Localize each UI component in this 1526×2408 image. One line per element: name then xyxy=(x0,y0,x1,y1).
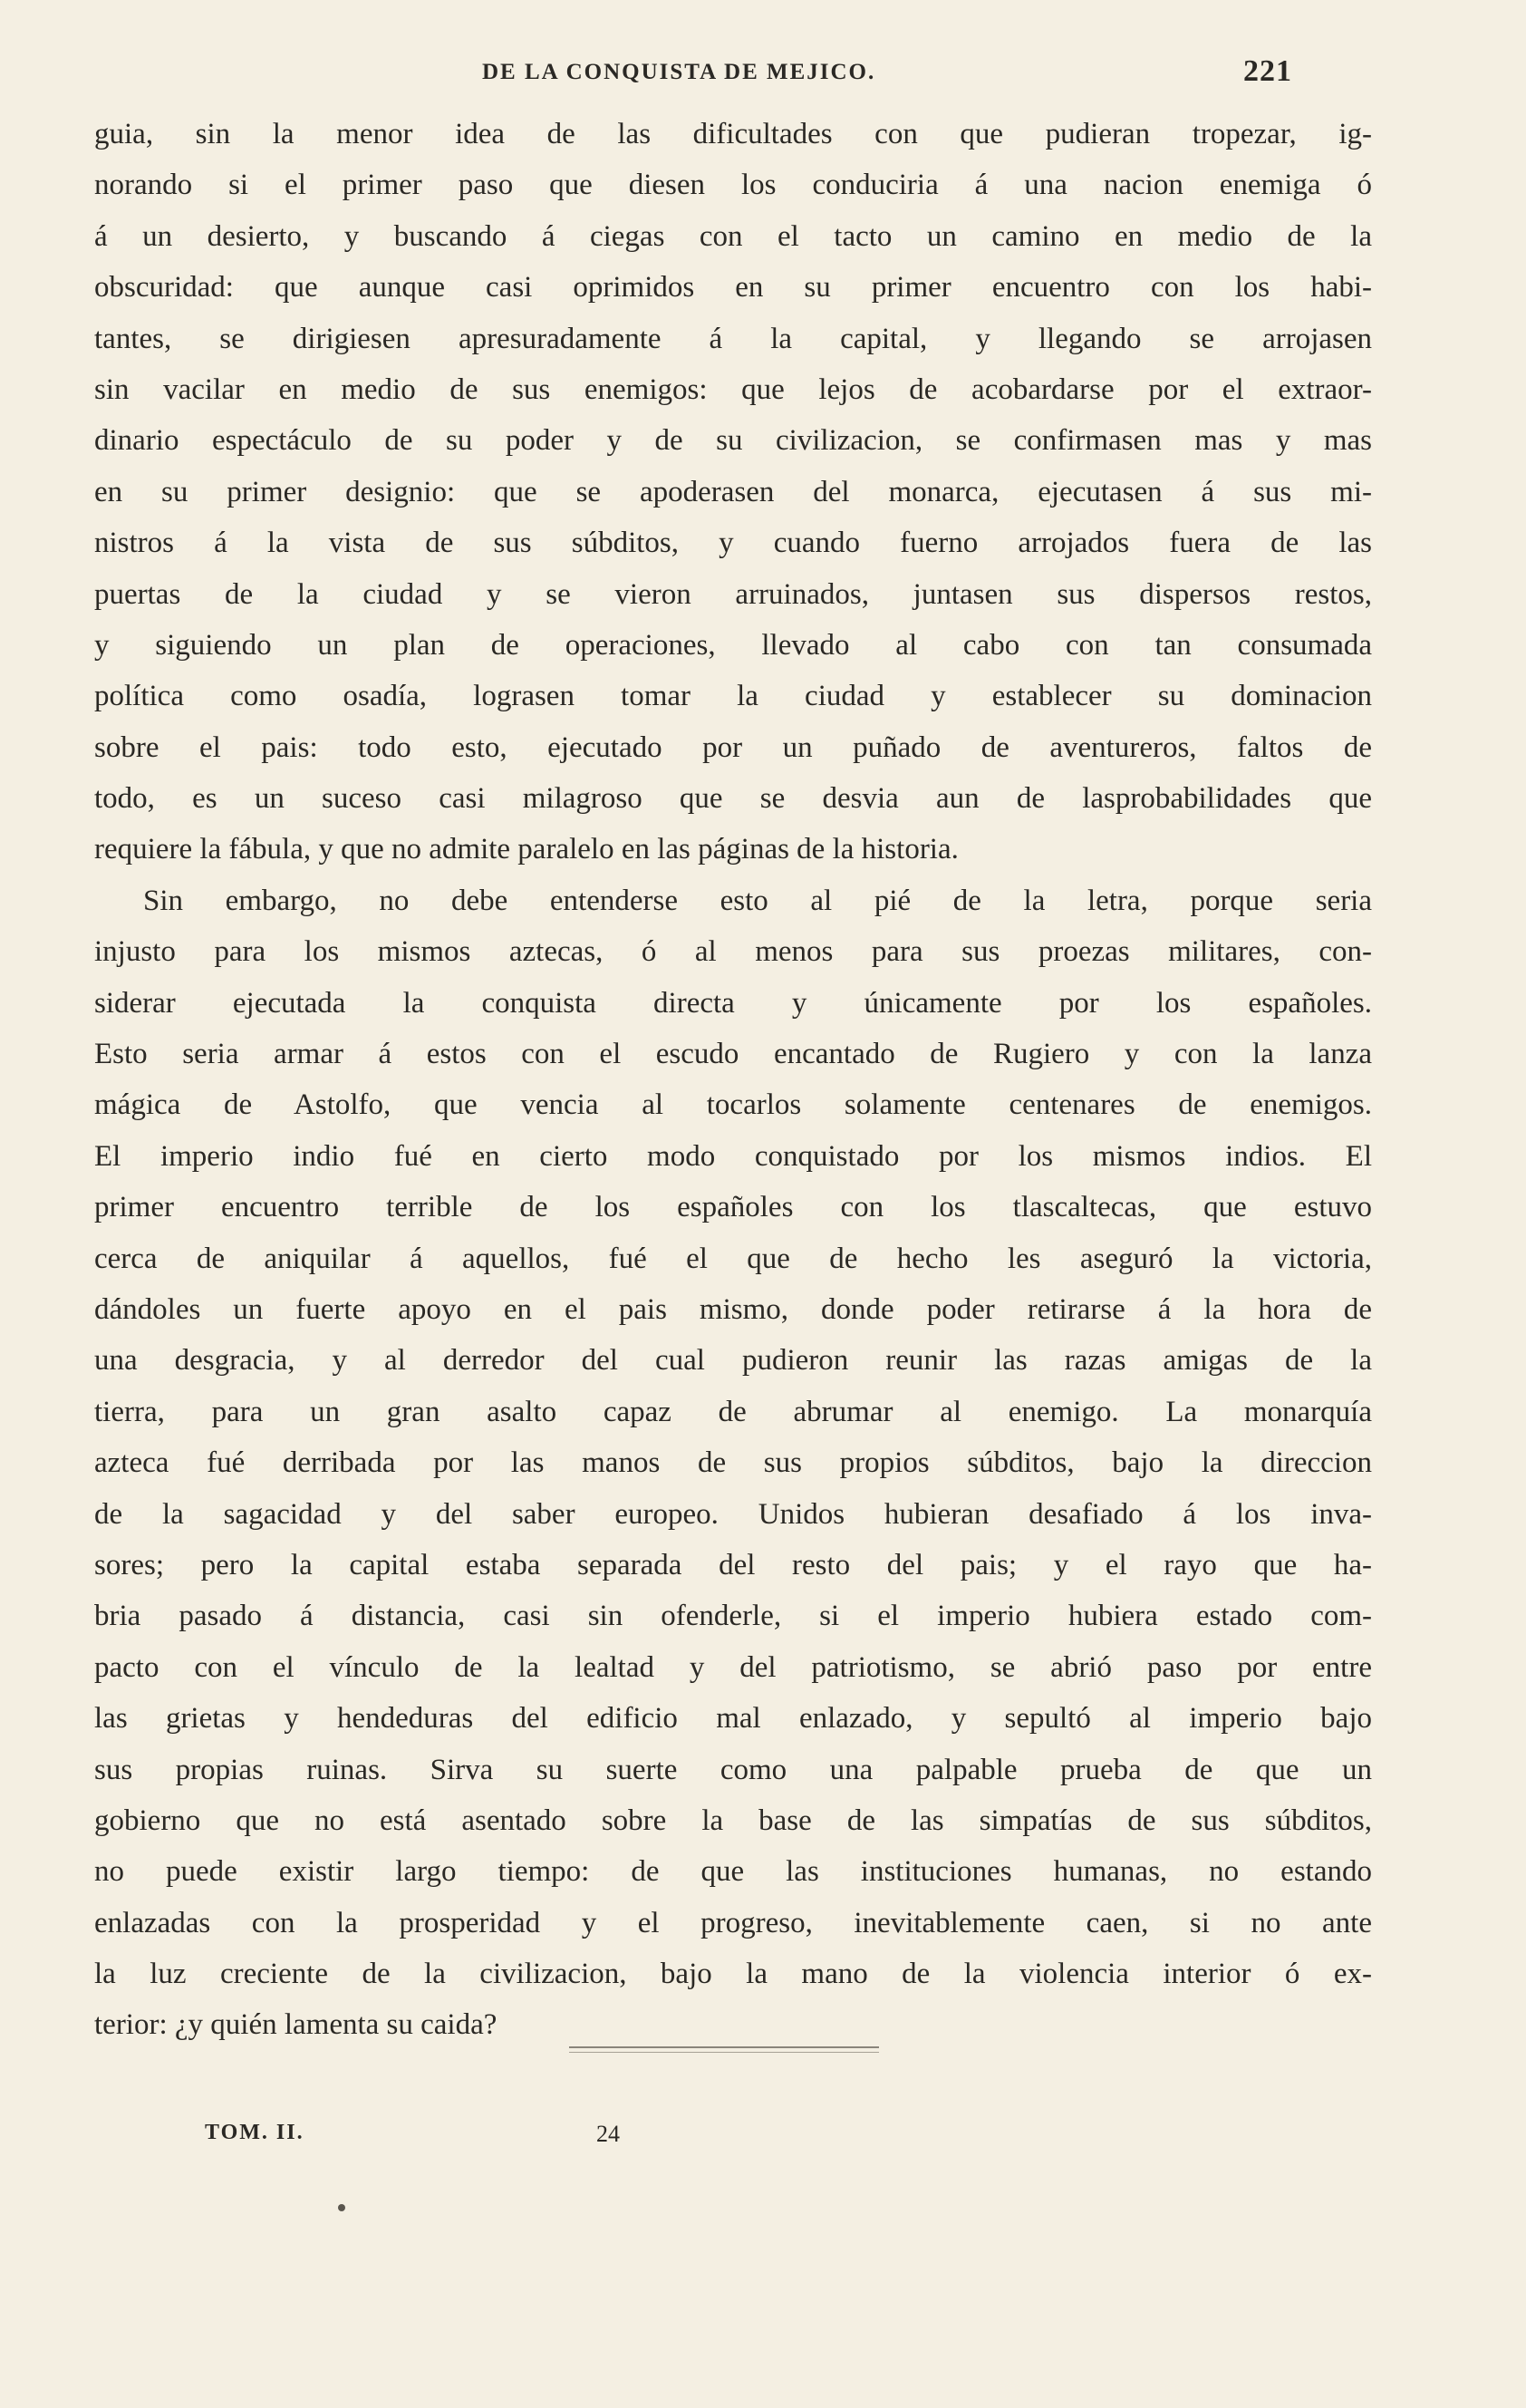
text-line: dándoles un fuerte apoyo en el pais mismo, donde poder retirarse á la hora de xyxy=(94,1292,1372,1326)
text-line: Esto seria armar á estos con el escudo encantado de Rugiero y con la lanza xyxy=(94,1038,1372,1071)
text-line: cerca de aniquilar á aquellos, fué el que de hecho les aseguró la victoria, xyxy=(94,1242,1372,1275)
volume-mark: TOM. II. xyxy=(205,2121,304,2144)
text-line: norando si el primer paso que diesen los conduciria á una nacion enemiga ó xyxy=(94,169,1372,202)
text-line: á un desierto, y buscando á ciegas con el tacto un camino en medio de la xyxy=(94,219,1372,253)
page-number: 221 xyxy=(1243,54,1292,88)
text-line: tierra, para un gran asalto capaz de abrumar al enemigo. La monarquía xyxy=(94,1395,1372,1428)
paragraph-start-line: Sin embargo, no debe entenderse esto al pié de la letra, porque seria xyxy=(143,884,1372,917)
text-line: todo, es un suceso casi milagroso que se desvia aun de lasprobabilidades que xyxy=(94,782,1372,816)
text-line: las grietas y hendeduras del edificio mal enlazado, y sepultó al imperio bajo xyxy=(94,1702,1372,1736)
text-line: guia, sin la menor idea de las dificultades con que pudieran tropezar, ig- xyxy=(94,118,1372,150)
text-line: gobierno que no está asentado sobre la base de las simpatías de sus súbditos, xyxy=(94,1804,1372,1837)
text-line: sobre el pais: todo esto, ejecutado por un puñado de aventureros, faltos de xyxy=(94,730,1372,764)
text-line: una desgracia, y al derredor del cual pudieron reunir las razas amigas de la xyxy=(94,1344,1372,1378)
signature-mark: 24 xyxy=(596,2121,620,2147)
text-line: primer encuentro terrible de los españoles con los tlascaltecas, que estuvo xyxy=(94,1191,1372,1224)
section-end-rule-thin xyxy=(569,2052,879,2053)
text-line: la luz creciente de la civilizacion, bajo la mano de la violencia interior ó ex- xyxy=(94,1958,1372,1991)
text-line: nistros á la vista de sus súbditos, y cuando fuerno arrojados fuera de las xyxy=(94,527,1372,560)
running-title: DE LA CONQUISTA DE MEJICO. xyxy=(482,60,876,84)
section-end-rule xyxy=(569,2046,879,2048)
text-line: sores; pero la capital estaba separada del resto del pais; y el rayo que ha- xyxy=(94,1548,1372,1581)
text-line: no puede existir largo tiempo: de que las instituciones humanas, no estando xyxy=(94,1855,1372,1889)
text-line: sus propias ruinas. Sirva su suerte como una palpable prueba de que un xyxy=(94,1753,1372,1786)
text-line: obscuridad: que aunque casi oprimidos en su primer encuentro con los habi- xyxy=(94,271,1372,305)
text-line: política como osadía, lograsen tomar la ciudad y establecer su dominacion xyxy=(94,680,1372,713)
text-line: injusto para los mismos aztecas, ó al menos para sus proezas militares, con- xyxy=(94,935,1372,969)
text-line: y siguiendo un plan de operaciones, llevado al cabo con tan consumada xyxy=(94,628,1372,662)
text-line: dinario espectáculo de su poder y de su civilizacion, se confirmasen mas y mas xyxy=(94,424,1372,458)
text-line: mágica de Astolfo, que vencia al tocarlos solamente centenares de enemigos. xyxy=(94,1088,1372,1122)
text-line: de la sagacidad y del saber europeo. Unidos hubieran desafiado á los inva- xyxy=(94,1497,1372,1531)
text-line: siderar ejecutada la conquista directa y únicamente por los españoles. xyxy=(94,986,1372,1020)
text-line: El imperio indio fué en cierto modo conquistado por los mismos indios. El xyxy=(94,1139,1372,1173)
paragraph-end-line: terior: ¿y quién lamenta su caida? xyxy=(94,2008,497,2042)
text-line: azteca fué derribada por las manos de sus propios súbditos, bajo la direccion xyxy=(94,1446,1372,1480)
text-line: pacto con el vínculo de la lealtad y del patriotismo, se abrió paso por entre xyxy=(94,1650,1372,1684)
text-line: sin vacilar en medio de sus enemigos: que lejos de acobardarse por el extraor- xyxy=(94,372,1372,406)
text-line: puertas de la ciudad y se vieron arruinados, juntasen sus dispersos restos, xyxy=(94,577,1372,611)
page-header xyxy=(0,54,1526,100)
page-footer xyxy=(0,2121,1526,2157)
text-line: en su primer designio: que se apoderasen del monarca, ejecutasen á sus mi- xyxy=(94,475,1372,508)
text-line: tantes, se dirigiesen apresuradamente á la capital, y llegando se arrojasen xyxy=(94,322,1372,355)
text-line: bria pasado á distancia, casi sin ofenderle, si el imperio hubiera estado com- xyxy=(94,1600,1372,1633)
paragraph-end-line: requiere la fábula, y que no admite paralelo en las páginas de la historia. xyxy=(94,833,959,866)
text-line: enlazadas con la prosperidad y el progreso, inevitablemente caen, si no ante xyxy=(94,1906,1372,1939)
print-speck xyxy=(338,2204,345,2211)
body-text xyxy=(94,109,1372,2051)
